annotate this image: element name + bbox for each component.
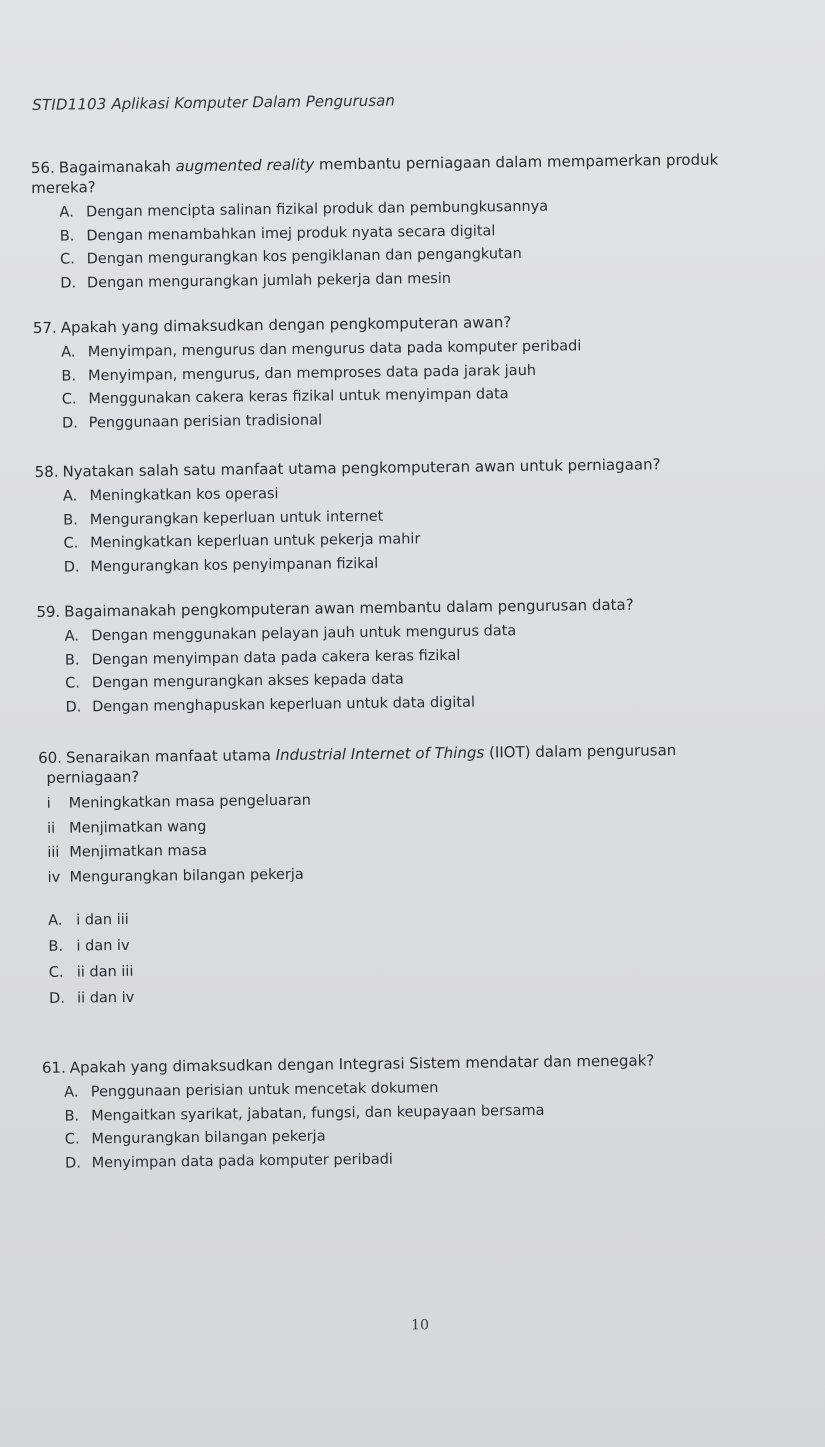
option-a[interactable]: A. i dan iii [48, 911, 129, 929]
options-list [40, 899, 801, 1012]
page-header [32, 92, 395, 114]
question-60 [38, 739, 801, 1012]
question-stem: 56. Bagaimanakah augmented reality membantu perniagaan dalam mempamerkan produk mereka? [30, 150, 719, 197]
option-d[interactable]: D. ii dan iv [49, 989, 135, 1007]
option-d[interactable]: D. Dengan mengurangkan jumlah pekerja dan mesin [60, 270, 452, 292]
question-56 [31, 149, 793, 296]
options-list [33, 333, 794, 436]
question-stem: 57. Apakah yang dimaksudkan dengan pengkomputeran awan? [32, 313, 512, 337]
question-stem: 59. Bagaimanakah pengkomputeran awan membantu dalam pengurusan data? [36, 595, 634, 621]
course-code: STID1103 [32, 95, 107, 114]
option-d[interactable]: D. Menyimpan data pada komputer peribadi [65, 1151, 393, 1172]
option-d[interactable]: D. Mengurangkan kos penyimpanan fizikal [63, 555, 379, 576]
option-c[interactable]: C. Menggunakan cakera keras fizikal untuk menyimpan data [61, 386, 509, 408]
question-stem: 58. Nyatakan salah satu manfaat utama pengkomputeran awan untuk perniagaan? [34, 455, 661, 481]
question-58 [35, 453, 796, 580]
question-61 [42, 1049, 803, 1176]
term-iiot: Industrial Internet of Things [275, 743, 485, 765]
options-list [35, 477, 796, 580]
option-d[interactable]: D. Penggunaan perisian tradisional [61, 411, 323, 432]
option-d[interactable]: D. Dengan menghapuskan keperluan untuk data digital [65, 694, 476, 716]
option-b[interactable]: B. Dengan menambahkan imej produk nyata secara digital [59, 222, 496, 245]
course-title: Aplikasi Komputer Dalam Pengurusan [111, 91, 395, 114]
term-augmented-reality: augmented reality [175, 155, 315, 176]
statements-list [39, 783, 800, 890]
options-list [37, 617, 798, 720]
option-a[interactable]: A. Dengan menggunakan pelayan jauh untuk mengurus data [64, 623, 517, 645]
statement-ii: ii Menjimatkan wang [46, 818, 207, 837]
question-number: 57. [32, 318, 57, 337]
option-a[interactable]: A. Penggunaan perisian untuk mencetak dokumen [64, 1080, 439, 1101]
question-number: 58. [34, 462, 59, 481]
question-stem: 60. Senaraikan manfaat utama Industrial Internet of Things (IIOT) dalam pengurusan perniagaan? [38, 741, 677, 787]
options-list [42, 1073, 803, 1176]
question-number: 59. [36, 602, 61, 621]
statement-iv: iv Mengurangkan bilangan pekerja [47, 866, 304, 886]
option-a[interactable]: A. Meningkatkan kos operasi [62, 485, 279, 505]
question-number: 61. [41, 1058, 66, 1077]
question-stem: 61. Apakah yang dimaksudkan dengan Integrasi Sistem mendatar dan menegak? [41, 1051, 655, 1077]
option-c[interactable]: C. Dengan mengurangkan kos pengiklanan dan pengangkutan [59, 246, 522, 268]
question-number: 56. [30, 158, 55, 177]
option-c[interactable]: C. Mengurangkan bilangan pekerja [64, 1128, 326, 1148]
option-b[interactable]: B. Mengaitkan syarikat, jabatan, fungsi, dan keupayaan bersama [64, 1102, 545, 1125]
option-b[interactable]: B. Menyimpan, mengurus, dan memproses data pada jarak jauh [61, 362, 537, 385]
statement-i: i Meningkatkan masa pengeluaran [46, 792, 312, 812]
option-b[interactable]: B. Dengan menyimpan data pada cakera keras fizikal [64, 647, 461, 669]
options-list [31, 193, 792, 296]
page-number: 10 [411, 1317, 430, 1334]
option-b[interactable]: B. Mengurangkan keperluan untuk internet [63, 508, 384, 529]
question-number: 60. [38, 748, 63, 767]
option-b[interactable]: B. i dan iv [48, 937, 130, 955]
option-c[interactable]: C. ii dan iii [48, 963, 134, 981]
question-59 [36, 593, 797, 720]
option-c[interactable]: C. Dengan mengurangkan akses kepada data [65, 671, 404, 692]
statement-iii: iii Menjimatkan masa [47, 842, 208, 861]
option-a[interactable]: A. Dengan mencipta salinan fizikal produk dan pembungkusannya [59, 198, 549, 221]
question-57 [33, 309, 794, 436]
option-a[interactable]: A. Menyimpan, mengurus dan mengurus data pada komputer peribadi [61, 338, 582, 361]
option-c[interactable]: C. Meningkatkan keperluan untuk pekerja mahir [63, 531, 421, 552]
